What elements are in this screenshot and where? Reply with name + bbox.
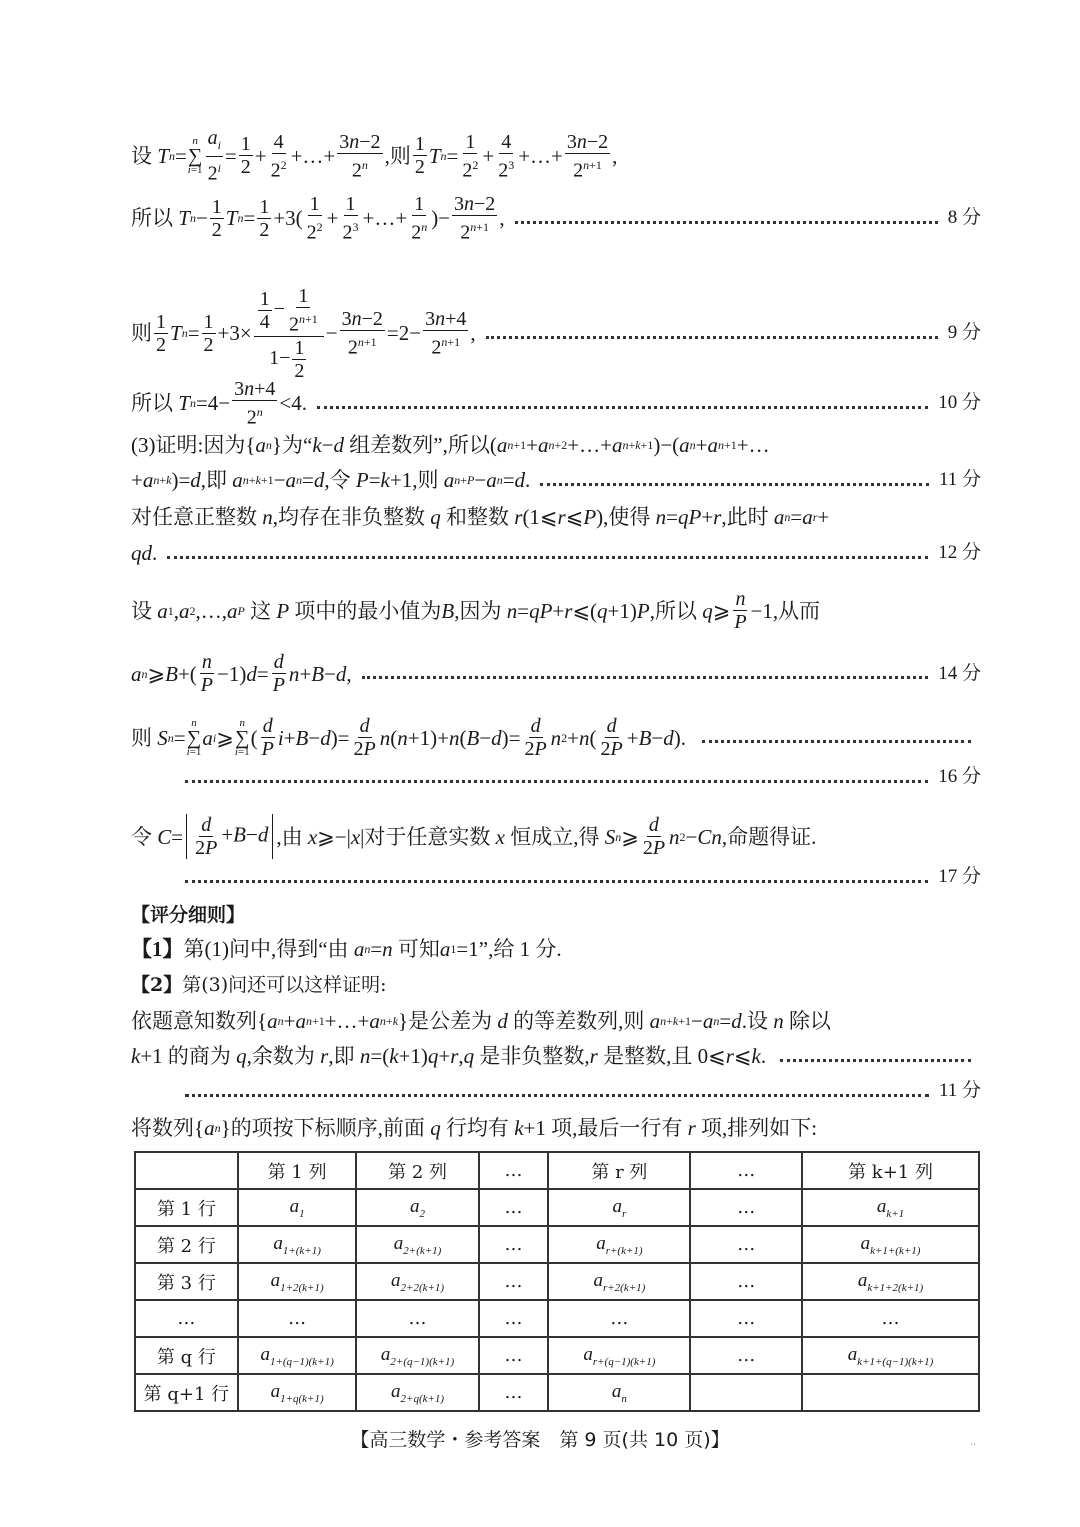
text: ,则 bbox=[384, 143, 411, 168]
sequence-term: $a_{k+1+2(k+1)}$ bbox=[857, 1269, 924, 1294]
term-index: 2+2(k+1) bbox=[400, 1281, 445, 1294]
table-row bbox=[135, 1226, 979, 1263]
term-index: 2 bbox=[419, 1207, 426, 1220]
table-cell bbox=[238, 1374, 357, 1411]
text: 第(1)问中,得到“由 bbox=[183, 937, 349, 961]
text: 恒成立,得 bbox=[510, 824, 600, 849]
table-cell: … bbox=[479, 1374, 549, 1411]
table-cell bbox=[356, 1337, 478, 1374]
text: ,从而 bbox=[772, 598, 821, 623]
table-row bbox=[135, 1337, 979, 1374]
leader-dots bbox=[167, 556, 928, 559]
table-cell: … bbox=[690, 1189, 802, 1226]
corner-mark: ·· bbox=[970, 1440, 977, 1451]
text: ,即 bbox=[328, 1044, 355, 1068]
leader-dots bbox=[702, 740, 971, 743]
table-cell bbox=[356, 1226, 478, 1263]
header-cell: 第 1 列 bbox=[238, 1152, 357, 1189]
arrangement-table bbox=[134, 1151, 980, 1412]
header-cell: … bbox=[479, 1152, 549, 1189]
text: 则 bbox=[131, 321, 152, 346]
proof-line-9: 设 a 1 , a 2 ,…, a P 这 P 项中的最小值为 B ,因为 n = qP + r ⩽( q +1) P ,所以 q ⩾ $\frac{n}{P}$ −1 ,从而 bbox=[131, 588, 821, 633]
score-mark: 11 分 bbox=[938, 1080, 981, 1101]
score-mark: 8 分 bbox=[947, 207, 981, 229]
term-index: k+1+2(k+1) bbox=[867, 1281, 924, 1294]
item-tag: 【1】 bbox=[131, 937, 184, 961]
grading-para-1: 依题意知数列 { a n + a n+1 +…+ a n+k } 是公差为 d 的等差数列,则 a n+k+1 − a n = d .设 n 除以 bbox=[131, 1006, 981, 1036]
proof-line-11: 则 S n = n ∑ i=1 a i ⩾ n ∑ i=1 ( $\frac{d}{P}$ i + B − d )= $\frac{d}{2P}$ n ( n +1)+ n ( B − d )= $\frac{d}{2P}$ n 2 + n ( $\frac{d}{2P}$ + B − d ). bbox=[131, 715, 981, 760]
text: 行均有 bbox=[445, 1116, 509, 1140]
leader-dots bbox=[780, 1059, 971, 1062]
table-header-row bbox=[135, 1152, 979, 1189]
table-cell: … bbox=[479, 1189, 549, 1226]
text: . bbox=[301, 391, 307, 416]
table-row bbox=[135, 1263, 979, 1300]
table-cell bbox=[238, 1226, 357, 1263]
sequence-term: $a_{r+(k+1)}$ bbox=[596, 1232, 643, 1257]
term-index: r bbox=[622, 1207, 627, 1220]
text: 的商为 bbox=[167, 1044, 231, 1068]
leader-dots bbox=[185, 880, 928, 883]
eq-line-3: 则 $\frac{1}{2}$ T n = $\frac{1}{2}$ +3× $\frac{1}{4}$ − $\frac{1}{2^{n+1}}$ 1− $\frac{1}{2}$ − $\frac{3n-2}{2^{n+1}}$ =2− $\frac{3n+4}{2^{n+1}}$ , 9 分 bbox=[131, 285, 981, 382]
text: 项,排列如下: bbox=[701, 1116, 818, 1140]
grading-item-1: 【1】 第(1)问中,得到“由 a n = n 可知 a 1 =1 ”,给 1 分. bbox=[131, 934, 981, 964]
text: ,即 bbox=[200, 468, 228, 492]
table-row bbox=[135, 1189, 979, 1226]
sequence-term: $a_{1+(k+1)}$ bbox=[273, 1232, 321, 1257]
text: 为“ bbox=[282, 433, 313, 457]
table-cell: … bbox=[479, 1263, 549, 1300]
text: 令 bbox=[131, 824, 152, 849]
text: ,使得 bbox=[603, 505, 651, 529]
item-tag: 【2】 bbox=[131, 974, 183, 996]
table-cell bbox=[802, 1226, 979, 1263]
text: ,令 bbox=[324, 468, 351, 492]
text: 所以 bbox=[131, 206, 173, 231]
sequence-term: $a_{1+q(k+1)}$ bbox=[270, 1380, 324, 1405]
leader-dots bbox=[540, 483, 929, 486]
score-mark: 16 分 bbox=[938, 766, 981, 787]
table-cell bbox=[548, 1189, 690, 1226]
table-row bbox=[135, 1300, 979, 1337]
table-cell: … bbox=[479, 1300, 549, 1337]
term-index: k+1 bbox=[886, 1207, 905, 1220]
table-cell bbox=[802, 1189, 979, 1226]
sequence-term: $a_{k+1+(q-1)(k+1)}$ bbox=[847, 1343, 934, 1368]
sequence-term: $a_n$ bbox=[611, 1380, 627, 1405]
table-cell bbox=[356, 1374, 478, 1411]
term-index: 1+2(k+1) bbox=[280, 1281, 324, 1294]
text: ”,给 1 分. bbox=[478, 937, 562, 961]
sequence-term: $a_1$ bbox=[289, 1195, 305, 1220]
leader-dots bbox=[515, 221, 938, 224]
text: 是整数,且 bbox=[603, 1044, 693, 1068]
text: 对任意正整数 bbox=[131, 505, 257, 529]
score-mark: 12 分 bbox=[938, 542, 981, 563]
sequence-term: $a_{r+(q-1)(k+1)}$ bbox=[583, 1343, 656, 1368]
table-cell: … bbox=[479, 1226, 549, 1263]
grading-score-line bbox=[185, 1076, 981, 1106]
proof-line-8: qd . 12 分 bbox=[131, 538, 981, 568]
text: 和整数 bbox=[446, 505, 509, 529]
table-cell: … bbox=[548, 1300, 690, 1337]
table-body bbox=[135, 1152, 979, 1411]
text: 可知 bbox=[397, 937, 440, 961]
leader-dots bbox=[486, 336, 938, 339]
proof-line-14 bbox=[185, 862, 981, 892]
term-index: r+(k+1) bbox=[605, 1244, 643, 1257]
row-label: 第 2 行 bbox=[135, 1226, 238, 1263]
text: 的等差数列,则 bbox=[513, 1009, 645, 1033]
table-cell: … bbox=[690, 1337, 802, 1374]
text: 设 bbox=[131, 143, 152, 168]
table-cell: … bbox=[479, 1337, 549, 1374]
text: 这 bbox=[250, 598, 272, 623]
eq-line-4: 所以 T n =4− $\frac{3n+4}{2^n}$ <4 . 10 分 bbox=[131, 378, 981, 429]
table-cell bbox=[238, 1263, 357, 1300]
grading-title bbox=[131, 900, 981, 930]
row-label: 第 q 行 bbox=[135, 1337, 238, 1374]
table-cell bbox=[548, 1263, 690, 1300]
proof-line-5: (3)证明:因为 { a n } 为“ k − d 组差数列”,所以 ( a n+1 + a n+2 +…+ a n+k+1 )−( a n + a n+1 +… bbox=[131, 430, 981, 460]
text: 依题意知数列 bbox=[131, 1009, 257, 1033]
row-label: … bbox=[135, 1300, 238, 1337]
table-cell: … bbox=[238, 1300, 357, 1337]
term-index: 2+(q−1)(k+1) bbox=[390, 1355, 455, 1368]
sequence-term: $a_{k+1}$ bbox=[876, 1195, 905, 1220]
table-cell bbox=[802, 1263, 979, 1300]
grading-item-2 bbox=[131, 970, 981, 1000]
table-cell bbox=[548, 1374, 690, 1411]
term-index: k+1+(k+1) bbox=[870, 1244, 921, 1257]
grading-para-2: k +1 的商为 q ,余数为 r ,即 n =( k +1) q + r , q 是非负整数, r 是整数,且 0⩽ r ⩽ k . bbox=[131, 1041, 981, 1071]
table-cell bbox=[238, 1189, 357, 1226]
term-index: r+2(k+1) bbox=[602, 1281, 646, 1294]
text: , bbox=[499, 206, 505, 231]
sequence-term: $a_{2+q(k+1)}$ bbox=[391, 1380, 445, 1405]
score-mark: 10 分 bbox=[938, 392, 981, 414]
proof-line-7: 对任意正整数 n ,均存在非负整数 q 和整数 r (1⩽ r ⩽ P ) ,使得 n = qP + r ,此时 a n = a r + bbox=[131, 502, 981, 532]
sequence-term: $a_{1+(q-1)(k+1)}$ bbox=[260, 1343, 334, 1368]
row-label: 第 q+1 行 bbox=[135, 1374, 238, 1411]
table-cell: … bbox=[802, 1300, 979, 1337]
text: ,因为 bbox=[454, 598, 502, 623]
row-label: 第 3 行 bbox=[135, 1263, 238, 1300]
text: ,所以 bbox=[649, 598, 697, 623]
table-cell bbox=[548, 1226, 690, 1263]
header-cell: 第 2 列 bbox=[356, 1152, 478, 1189]
leader-dots bbox=[362, 676, 929, 679]
sequence-term: $a_{1+2(k+1)}$ bbox=[270, 1269, 324, 1294]
term-index: r+(q−1)(k+1) bbox=[592, 1355, 656, 1368]
text: ,余数为 bbox=[246, 1044, 315, 1068]
term-index: 1+q(k+1) bbox=[280, 1392, 324, 1405]
sequence-term: $a_{r+2(k+1)}$ bbox=[593, 1269, 646, 1294]
sequence-term: $a_{2+(q-1)(k+1)}$ bbox=[380, 1343, 455, 1368]
table-cell bbox=[356, 1189, 478, 1226]
header-cell: … bbox=[690, 1152, 802, 1189]
text: , bbox=[470, 321, 476, 346]
sequence-term: $a_{2+(k+1)}$ bbox=[393, 1232, 442, 1257]
eq-line-1: 设 T n = n ∑ i=1 $\frac{a_i}{2^i}$ = $\frac{1}{2}$ + $\frac{4}{2^2}$ +…+ $\frac{3n-2}{2^n}$ ,则 $\frac{1}{2}$ T n = $\frac{1}{2^2}$ + $\frac{4}{2^3}$ +…+ $\frac{3n-2}{2^{n+1}}$ , bbox=[131, 127, 618, 185]
row-label: 第 1 行 bbox=[135, 1189, 238, 1226]
header-cell: 第 r 列 bbox=[548, 1152, 690, 1189]
text: 对于任意实数 bbox=[364, 824, 491, 849]
header-cell: 第 k+1 列 bbox=[802, 1152, 979, 1189]
text: ,则 bbox=[412, 468, 439, 492]
leader-dots bbox=[185, 780, 928, 783]
text: 是非负整数, bbox=[479, 1044, 590, 1068]
text: 设 bbox=[131, 598, 152, 623]
proof-line-12 bbox=[185, 762, 981, 792]
table-cell bbox=[802, 1337, 979, 1374]
table-cell bbox=[548, 1337, 690, 1374]
term-index: n bbox=[621, 1392, 627, 1405]
section-heading: 【评分细则】 bbox=[131, 904, 246, 926]
table-cell bbox=[802, 1374, 979, 1411]
text: 项,最后一行有 bbox=[551, 1116, 683, 1140]
score-mark: 9 分 bbox=[947, 322, 981, 344]
term-index: 2+q(k+1) bbox=[400, 1392, 445, 1405]
leader-dots bbox=[317, 406, 928, 409]
table-row bbox=[135, 1374, 979, 1411]
text: , bbox=[612, 143, 618, 168]
text: .设 bbox=[741, 1009, 768, 1033]
score-mark: 11 分 bbox=[938, 469, 981, 490]
table-cell: … bbox=[690, 1226, 802, 1263]
eq-line-2: 所以 T n − $\frac{1}{2}$ T n = $\frac{1}{2}$ +3( $\frac{1}{2^2}$ + $\frac{1}{2^3}$ +…+ $\frac{1}{2^n}$ )− $\frac{3n-2}{2^{n+1}}$ , 8 分 bbox=[131, 193, 981, 244]
text: ,命题得证. bbox=[721, 824, 817, 849]
score-mark: 14 分 bbox=[938, 662, 981, 684]
sequence-term: $a_2$ bbox=[410, 1195, 426, 1220]
proof-line-6: + a n+k )= d ,即 a n+k+1 − a n = d ,令 P = k +1 ,则 a n+P − a n = d . 11 分 bbox=[131, 465, 981, 495]
header-cell bbox=[135, 1152, 238, 1189]
text: (3)证明:因为 bbox=[131, 433, 246, 457]
text: ,均存在非负整数 bbox=[272, 505, 425, 529]
text: 所以 bbox=[131, 391, 173, 416]
text: 第(3)问还可以这样证明: bbox=[182, 974, 387, 996]
text: 组差数列”,所以 bbox=[349, 433, 490, 457]
sequence-term: $a_{2+2(k+1)}$ bbox=[391, 1269, 445, 1294]
page-footer: 【高三数学・参考答案 第 9 页(共 10 页)】 bbox=[350, 1429, 730, 1451]
leader-dots bbox=[185, 1094, 929, 1097]
table-cell: … bbox=[690, 1300, 802, 1337]
term-index: 1 bbox=[299, 1207, 305, 1220]
grading-para-3: 将数列 { a n } 的项按下标顺序,前面 q 行均有 k +1 项,最后一行有 r 项,排列如下: bbox=[131, 1113, 981, 1143]
sequence-term: $a_r$ bbox=[612, 1195, 627, 1220]
term-index: 1+(q−1)(k+1) bbox=[269, 1355, 334, 1368]
term-index: 1+(k+1) bbox=[282, 1244, 321, 1257]
sequence-term: $a_{k+1+(k+1)}$ bbox=[860, 1232, 921, 1257]
text: 则 bbox=[131, 725, 152, 750]
term-index: k+1+(q−1)(k+1) bbox=[857, 1355, 934, 1368]
table-cell bbox=[238, 1337, 357, 1374]
table-cell: … bbox=[690, 1263, 802, 1300]
table-cell bbox=[690, 1374, 802, 1411]
table-cell: … bbox=[356, 1300, 478, 1337]
text: 是公差为 bbox=[408, 1009, 493, 1033]
text: 将数列 bbox=[131, 1116, 194, 1140]
text: 的项按下标顺序,前面 bbox=[230, 1116, 425, 1140]
text: ,此时 bbox=[721, 505, 769, 529]
text: 除以 bbox=[788, 1009, 831, 1033]
proof-line-13: 令 C = $\frac{d}{2P}$ +B−d ,由 x ⩾−| x | 对于任意实数 x 恒成立,得 S n ⩾ $\frac{d}{2P}$ n 2 − Cn ,命题得证. bbox=[131, 814, 817, 859]
text: 项中的最小值为 bbox=[294, 598, 442, 623]
proof-line-10: a n ⩾ B +( $\frac{n}{P}$ −1) d = $\frac{d}{P}$ n + B − d , 14 分 bbox=[131, 651, 981, 696]
table-cell bbox=[356, 1263, 478, 1300]
text: ,由 bbox=[276, 824, 303, 849]
term-index: 2+(k+1) bbox=[403, 1244, 442, 1257]
score-mark: 17 分 bbox=[938, 866, 981, 887]
